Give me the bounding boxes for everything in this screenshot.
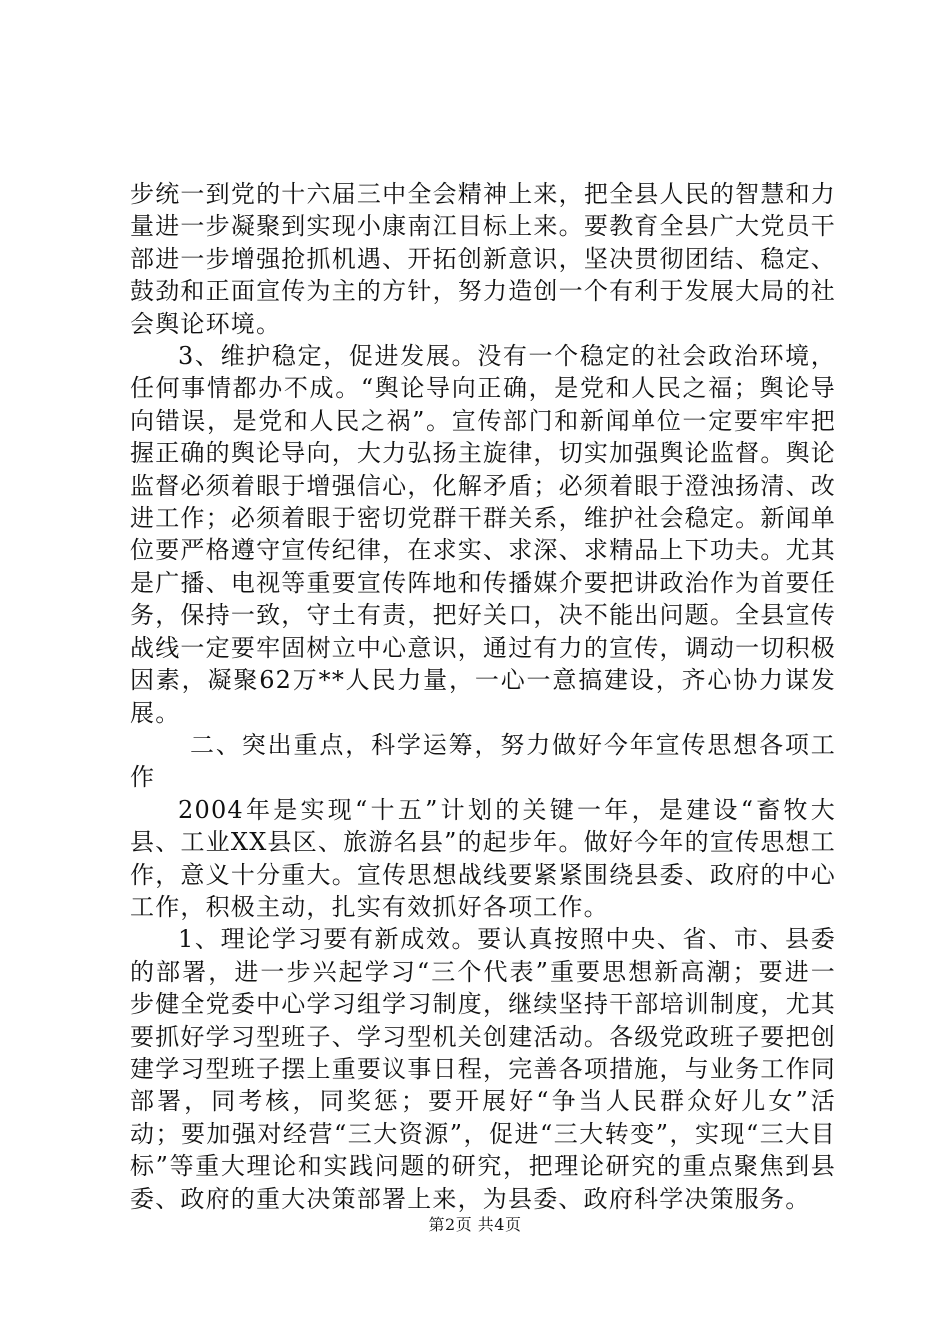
paragraph-theory-study: 1、理论学习要有新成效。要认真按照中央、省、市、县委的部署，进一步兴起学习“三个代表”重要思想新高潮；要进一步健全党委中心学习组学习制度，继续坚持干部培训制度，尤其要抓好学习型班子、学习型机关创建活动。各级党政班子要把创建学习型班子摆上重要议事日程，完善各项措施，与业务工作同部署，同考核，同奖惩；要开展好“争当人民群众好儿女”活动；要加强对经营“三大资源”，促进“三大转变”，实现“三大目标”等重大理论和实践问题的研究，把理论研究的重点聚焦到县委、政府的重大决策部署上来，为县委、政府科学决策服务。	[130, 925, 836, 1213]
paragraph-stability: 3、维护稳定，促进发展。没有一个稳定的社会政治环境，任何事情都办不成。“舆论导向正确，是党和人民之福；舆论导向错误，是党和人民之祸”。宣传部门和新闻单位一定要牢牢把握正确的舆论导向，大力弘扬主旋律，切实加强舆论监督。舆论监督必须着眼于增强信心，化解矛盾；必须着眼于澄浊扬清、改进工作；必须着眼于密切党群干群关系，维护社会稳定。新闻单位要严格遵守宣传纪律，在求实、求深、求精品上下功夫。尤其是广播、电视等重要宣传阵地和传播媒介要把讲政治作为首要任务，保持一致，守土有责，把好关口，决不能出问题。全县宣传战线一定要牢固树立中心意识，通过有力的宣传，调动一切积极因素，凝聚62万**人民力量，一心一意搞建设，齐心协力谋发展。	[130, 342, 836, 727]
paragraph-2004: 2004年是实现“十五”计划的关键一年，是建设“畜牧大县、工业XX县区、旅游名县”的起步年。做好今年的宣传思想工作，意义十分重大。宣传思想战线要紧紧围绕县委、政府的中心工作，积极主动，扎实有效抓好各项工作。	[130, 795, 836, 921]
paragraph-continuation: 步统一到党的十六届三中全会精神上来，把全县人民的智慧和力量进一步凝聚到实现小康南江目标上来。要教育全县广大党员干部进一步增强抢抓机遇、开拓创新意识，坚决贯彻团结、稳定、鼓劲和正面宣传为主的方针，努力造创一个有利于发展大局的社会舆论环境。	[130, 180, 836, 338]
section-heading: 二、突出重点，科学运筹，努力做好今年宣传思想各项工作	[130, 730, 836, 792]
document-body	[130, 178, 836, 1215]
page-number-footer: 第2页 共4页	[428, 1215, 522, 1234]
